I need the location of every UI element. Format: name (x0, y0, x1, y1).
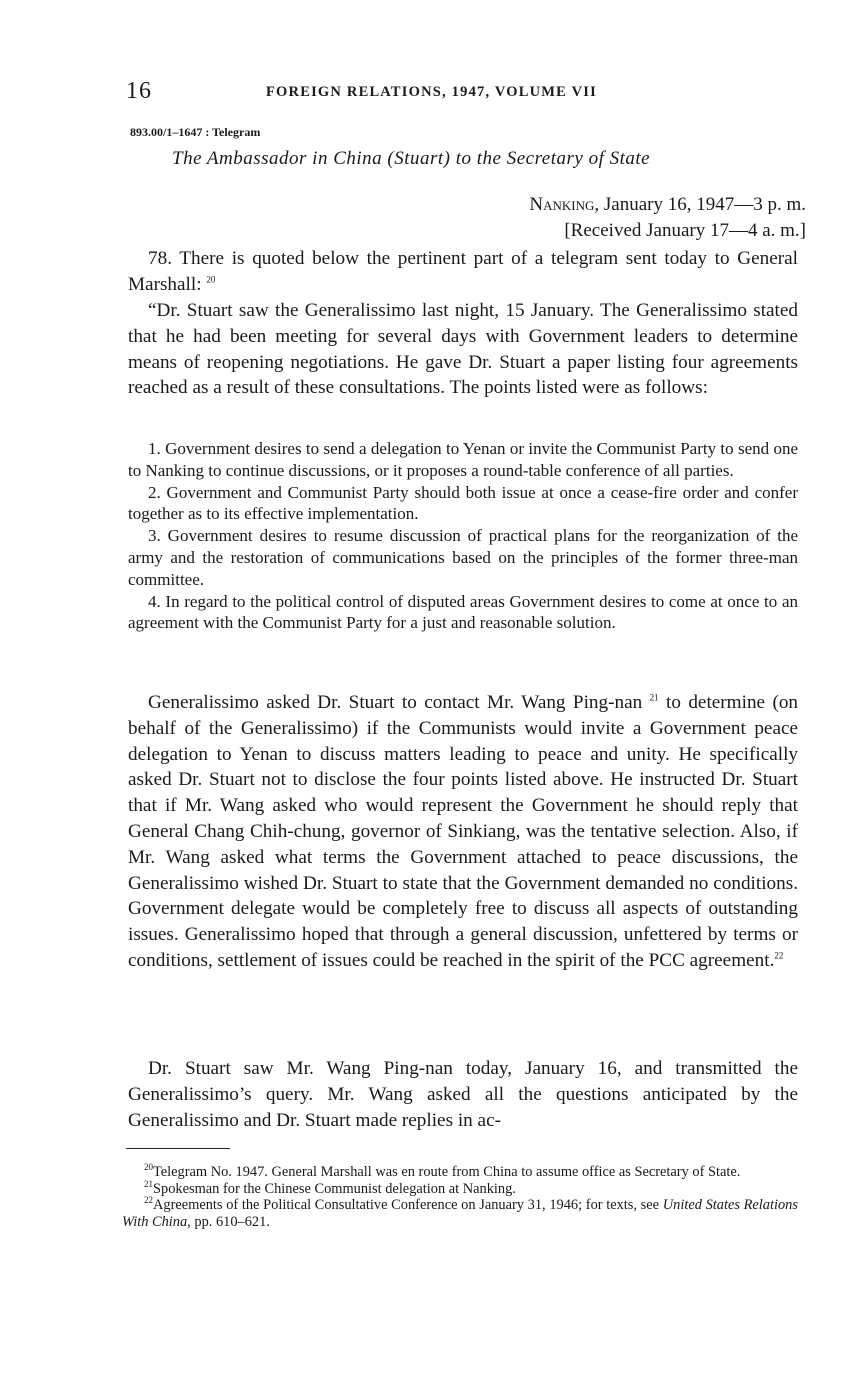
footnote-20 (122, 1164, 798, 1181)
page-number: 16 (126, 78, 152, 104)
generalissimo-paragraph-part1: Generalissimo asked Dr. Stuart to contact Mr. Wang Ping-nan (148, 692, 643, 713)
dateline-sent (529, 192, 806, 218)
quote-paragraph-text: “Dr. Stuart saw the Generalissimo last night, 15 January. The Generalissimo stated that he had been meeting for several days with Government leaders to determine means of reopening negotiations. He gave Dr. Stuart a paper listing four agreements reached as a result of these consultations. The points listed were as follows: (128, 300, 798, 399)
generalissimo-paragraph-part2: to determine (on behalf of the Generalissimo) if the Communists would invite a Government peace delegation to Yenan to discuss matters leading to peace and unity. He specifically asked Dr. Stuart not to disclose the four points listed above. He instructed Dr. Stuart that if Mr. Wang asked who would represent the Government he should reply that General Chang Chih-chung, governor of Sinkiang, was the tentative selection. Also, if Mr. Wang asked what terms the Government attached to peace discussions, the Generalissimo wished Dr. Stuart to state that the Government demanded no conditions. Government delegate would be completely free to discuss all aspects of outstanding issues. Generalissimo hoped that through a general discussion, unfettered by terms or conditions, settlement of issues could be reached in the spirit of the PCC agreement. (128, 692, 799, 971)
footnote-text: Spokesman for the Chinese Communist delegation at Nanking. (153, 1180, 516, 1197)
points-list (128, 438, 798, 634)
footnotes (122, 1164, 798, 1230)
paragraph-78-text: 78. There is quoted below the pertinent part of a telegram sent today to General Marshall: (128, 248, 798, 295)
document-title: The Ambassador in China (Stuart) to the Secretary of State (172, 148, 651, 169)
dateline (529, 192, 806, 244)
footnote-text: Agreements of the Political Consultative Conference on January 31, 1946; for texts, see (153, 1197, 663, 1214)
running-title: FOREIGN RELATIONS, 1947, VOLUME VII (266, 84, 597, 100)
stuart-paragraph (128, 1056, 798, 1133)
point-item: 4. In regard to the political control of disputed areas Government desires to come at once to an agreement with the Communist Party for a just and reasonable solution. (128, 591, 798, 633)
footnote-ref-21: 21 (649, 692, 659, 703)
footnote-number: 21 (144, 1178, 153, 1189)
footnote-text: Telegram No. 1947. General Marshall was en route from China to assume office as Secretary of State. (153, 1164, 741, 1180)
footnote-ref-20: 20 (206, 274, 216, 285)
point-item: 2. Government and Communist Party should both issue at once a cease-fire order and confer together as to its effective implementation. (128, 482, 798, 524)
running-head (126, 78, 798, 106)
footnote-divider (126, 1148, 230, 1149)
file-reference: 893.00/1–1647 : Telegram (130, 125, 261, 139)
point-item: 3. Government desires to resume discussion of practical plans for the reorganization of the army and the restoration of communications based on the principles of the former three-man committee. (128, 526, 798, 589)
dateline-date: , January 16, 1947—3 p. m. (594, 194, 806, 215)
footnote-number: 22 (144, 1195, 153, 1206)
generalissimo-paragraph (128, 690, 798, 974)
footnote-number: 20 (144, 1162, 153, 1173)
footnote-22 (122, 1197, 798, 1230)
footnote-pages: , pp. 610–621. (187, 1213, 270, 1230)
dateline-place: Nanking (529, 194, 595, 215)
dateline-received: [Received January 17—4 a. m.] (564, 220, 806, 241)
footnote-book-title: United States Relations With China (122, 1197, 798, 1230)
stuart-paragraph-text: Dr. Stuart saw Mr. Wang Ping-nan today, January 16, and transmitted the Generalissimo’s query. Mr. Wang asked all the questions anticipated by the Generalissimo and Dr. Stuart made replies in ac- (128, 1058, 798, 1131)
paragraph-78 (128, 246, 798, 298)
quote-paragraph (128, 298, 798, 401)
point-item: 1. Government desires to send a delegation to Yenan or invite the Communist Party to send one to Nanking to continue discussions, or it proposes a round-table conference of all parties. (128, 439, 798, 480)
footnote-21 (122, 1178, 798, 1198)
footnote-ref-22: 22 (774, 950, 784, 961)
